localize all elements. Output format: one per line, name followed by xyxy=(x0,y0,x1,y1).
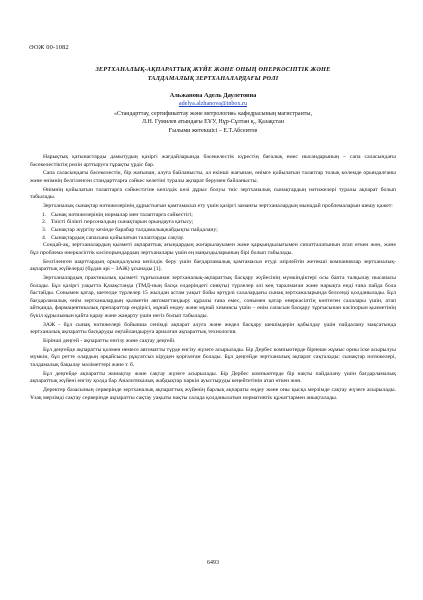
list-item xyxy=(30,219,396,227)
list-number: 3. xyxy=(42,226,47,233)
paragraph: Сондай-ақ, зертханалардың қызметі ақпараттық ағындардың жоғарылауымен және қарқындылығымен сипатталатынын атап өткен жөн, және бұл проблема өнеркәсіптік кәсіпорындардың зертханалары үшін ең маңыздыларының бірі болып табылады. xyxy=(30,242,396,256)
list-text: Сынақ нәтижелерінің нормалар мен талаптарға сәйкестігі; xyxy=(51,211,193,218)
list-text: Тиісті білікті персоналдың сынақтарын орындауға қатысу; xyxy=(51,219,194,226)
paragraph: ЗАЖ - бұл сынақ нәтижелері бойынша сенімді ақпарат алуға және жедел басқару шешімдерін қабылдау үшін пайдалану мақсатында зертханалық ақпаратты басқаруды оңтайландыруға арналған ақпараттық технология. xyxy=(30,321,396,336)
paragraph: Бұл деңгейде ақпаратты қолмен немесе автоматты түрде енгізу жүзеге асырылады. Бір Дербес компьютерде бірнеше жұмыс орны іске асырылуы мүмкін, бұл ретте олардың әрқайсысы рұқсатсыз кіруден қорғалған болады. Бұл деңгейде зертханалық ақпарат сақталады: сынақтар нәтижелері, талдамалық бақылау мәліметтері және т. б. xyxy=(30,346,396,369)
paragraph: Сапа саласындағы бәсекелестік, бір жағынан, алуға байланысты, ал екіншi жағынан, өнімге қойылатын талаптар толық көлемде орындалғаны және өнімнің белгіленген стандарттарға сәйкес келетіні туралы ақпарат берумен байланысты. xyxy=(30,170,396,184)
udc-code: ӘОЖ 00-1082 xyxy=(29,44,69,51)
affiliation-line: Л.Н. Гумилев атындағы ЕҰУ, Нұр-Сұлтан қ., Қазақстан xyxy=(141,119,285,126)
list-number: 1. xyxy=(42,211,47,218)
list-text: Сынақтардың сапасына қойылатын талаптарды сақтау. xyxy=(51,234,185,241)
title-line-2: ТАЛДАМАЛЫҚ ЗЕРТХАНАЛАРДАҒЫ РӨЛІ xyxy=(147,74,279,82)
list-item xyxy=(30,227,396,235)
paragraph: Бұл деңгейде ақпаратты жинақтау және сақтау жүзеге асырылады. Бір Дербес компьютерде бір нақты пайдалану үшін бағдарламалық ақпараттық жүйені енгізу қолда бар Аналитикалық жабдықтар паркін ауыстыруды кеңейтетінін атап өткен жөн. xyxy=(30,370,396,385)
title-line-1: ЗЕРТХАНАЛЫҚ-АҚПАРАТТЫҚ ЖҮЙЕ ЖӘНЕ ОНЫҢ ӨНЕРКӘСІПТІК ЖӘНЕ xyxy=(95,66,331,73)
paragraph: Нарықтық қатынастарды дамытудың қазіргі жағдайларында бәсекелестік күрестің бағалық емес нысандарының – сапа саласындағы бәсекелестіктің рөлін арттыруға тұрақты үрдіс бар. xyxy=(30,154,396,168)
paper-title xyxy=(30,66,396,83)
list-number: 2. xyxy=(42,219,47,226)
paragraph: Деректер базасының серверінде зертханалық ақпараттық жүйенің барлық ақпараты өңдеу және оны қысқа мерзімде сақтау жүзеге асырылады. Ұзақ мерзімді сақтау серверінде ақпаратты сақтау уақыты нақты салада қолданылатын нормативтік құжаттармен анықталады. xyxy=(30,387,396,401)
list-text: Сынақтар жүргізу кезінде барабар талдамалықжабдықты пайдалану; xyxy=(51,226,218,233)
page-number: 6493 xyxy=(207,560,219,566)
list-item xyxy=(30,235,396,243)
paragraph: Зертханалық сынақтар нәтижелерінің дұрыстығын қамтамасыз ету үшін қазіргі заманғы зертханалардың мынадай проблемаларын шешу қажет: xyxy=(43,202,393,209)
list-number: 4. xyxy=(42,234,47,241)
paragraph: Белгіленген шарттардың орындалуына кепілдік беру үшін бағдарламалық қамтамасыз етуді әзірлейтін жетекші компаниялар зертханалық-ақпараттық жүйелерді (бұдан әрі – ЗАЖ) ұсынады [1]. xyxy=(30,258,396,273)
paper-body xyxy=(30,154,396,403)
affiliation-line: Ғылыми жетекшісі – Е.Т.Абсеитов xyxy=(168,127,258,134)
paragraph: Өнімнің қойылатын талаптарға сәйкестігіне кепілдік көзі дұрыс болуы тиіс зертханалық сынақтардың нәтижелері туралы ақпарат болып табылады. xyxy=(30,186,396,201)
affiliation-line: «Стандарттау, сертификаттау және метрология» кафедрасының магистранты, xyxy=(114,111,312,117)
author-email[interactable]: adelya.alzhanova@inbox.ru xyxy=(178,101,248,107)
paragraph: Зертханалардың практикалық қызметі тұрғысынан зертханалық-ақпараттық басқару жүйесінің мүмкіндіктері осы бапта талқылау нысанасы болады. Бұл қазіргі уақытта Қазақстанда (ТМД-ның басқа елдеріндегі сияқты) түрлелер әлі кең таралмаған және нарықта енді ғана пайда бола бастайды. Сонымен қатар, шетелде түрлелер 15 жылдан астам уақыт бойы әртүрлі салалардағы сынақ зертханаларында белсенді қолданылады. Бұл бағдарламалық өнім зертханалардың қызметін автоматтандыру құралы ғана емес, сонымен қатар өнеркәсіптің көптеген салалары үшін, атап айтқанда, фармацевтикалық препараттар өндірісі, мұнай өндеу және мұнай химиясы үшін – өнім сапасын басқару тұрғысынан кәсіпорын қызметінің бүкіл құрылымын қайта қарау және жаңарту үшін негіз болып табылады. xyxy=(30,274,396,320)
paragraph: Біріншi деңгей - ақпаратты енгізу және сақтау деңгейі. xyxy=(43,338,176,345)
author-affiliation xyxy=(30,110,396,135)
author-name: Альжанова Адель Даулетовна xyxy=(169,92,257,99)
